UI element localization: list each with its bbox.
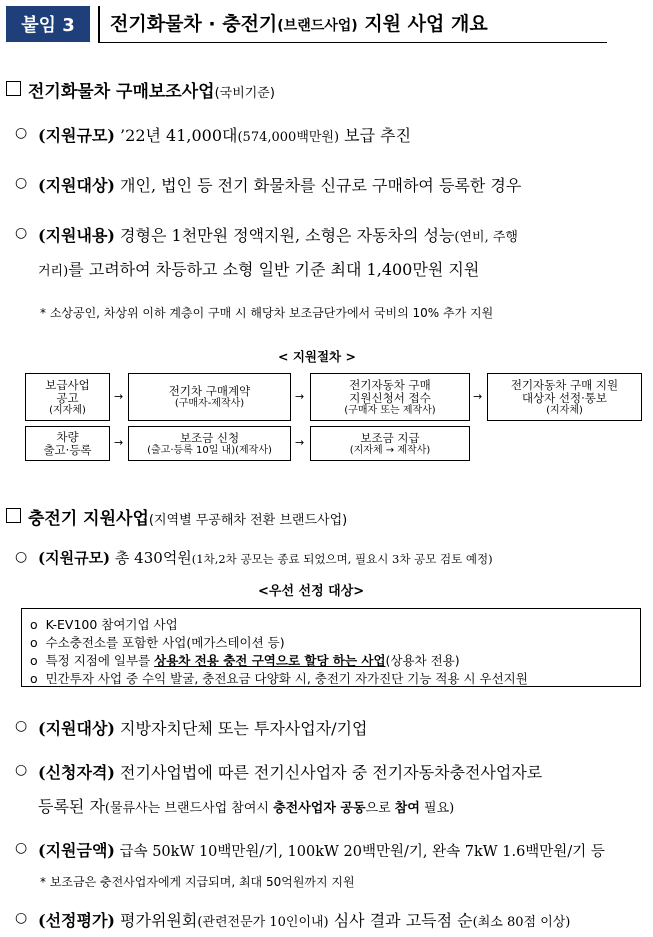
arrow-right-icon: → [114,390,124,403]
s1-target: (지원대상) 개인, 법인 등 전기 화물차를 신규로 구매하여 등록한 경우 [38,176,522,195]
s2-eval: (선정평가) 평가위원회(관련전문가 10인이내) 심사 결과 고득점 순(최소 80점 이상) [38,911,571,930]
flow-step-6: 보조금 신청 (출고·등록 10일 내)(제작사) [128,426,291,461]
s2-target: (지원대상) 지방자치단체 또는 투자사업자/기업 [38,719,368,738]
flow-step-2: 전기차 구매계약 (구매자-제작사) [128,373,291,421]
section-box-icon [6,81,21,96]
s1-content-line2: 거리)를 고려하여 차등하고 소형 일반 기준 최대 1,400만원 지원 [38,260,480,279]
priority-title: <우선 선정 대상> [258,584,365,599]
s1-content: (지원내용) 경형은 1천만원 정액지원, 소형은 자동차의 성능(연비, 주행 [38,226,518,245]
bullet-circle-icon: ○ [15,762,28,778]
appendix-tag: 붙임 3 [6,6,90,42]
flow-step-4: 전기자동차 구매 지원 대상자 선정·통보 (지자체) [487,373,642,421]
arrow-right-icon: → [295,436,305,449]
bullet-circle-icon: ○ [15,549,28,565]
bullet-circle-icon: ○ [15,175,28,191]
flow-step-3: 전기자동차 구매 지원신청서 접수 (구매자 또는 제작사) [310,373,470,421]
s2-qualify: (신청자격) 전기사업법에 따른 전기신사업자 중 전기자동차충전사업자로 [38,763,543,782]
flow-step-7: 보조금 지급 (지자체 → 제작사) [310,426,470,461]
section-box-icon [6,508,21,523]
header-underline [98,42,607,43]
s1-scale: (지원규모) ’22년 41,000대(574,000백만원) 보급 추진 [38,126,412,145]
s2-scale: (지원규모) 총 430억원(1차,2차 공모는 종료 되었으며, 필요시 3차 공모 검토 예정) [38,549,493,567]
priority-item: o 수소충전소를 포함한 사업(메가스테이션 등) [30,635,285,650]
s2-qualify-line2: 등록된 자(물류사는 브랜드사업 참여시 충전사업자 공동으로 참여 필요) [38,797,455,816]
arrow-right-icon: → [473,390,483,403]
bullet-circle-icon: ○ [15,910,28,926]
priority-box [21,608,641,687]
bullet-circle-icon: ○ [15,125,28,141]
arrow-right-icon: → [295,390,305,403]
section1-title: 전기화물차 구매보조사업(국비기준) [28,82,275,102]
arrow-right-icon: → [114,436,124,449]
bullet-circle-icon: ○ [15,840,28,856]
priority-item: o K-EV100 참여기업 사업 [30,617,178,632]
flow-step-1: 보급사업 공고 (지자체) [25,373,110,421]
s2-footnote: * 보조금은 충전사업자에게 지급되며, 최대 50억원까지 지원 [40,875,355,889]
flow-title: < 지원절차 > [278,349,356,364]
page-title: 전기화물차 · 충전기(브랜드사업) 지원 사업 개요 [110,13,488,35]
bullet-circle-icon: ○ [15,225,28,241]
s2-amount: (지원금액) 급속 50kW 10백만원/기, 100kW 20백만원/기, 완속 7kW 1.6백만원/기 등 [38,841,605,860]
priority-item: o 민간투자 사업 중 수익 발굴, 충전요금 다양화 시, 충전기 자가진단 기능 적용 시 우선지원 [30,671,528,686]
section2-title: 충전기 지원사업(지역별 무공해차 전환 브랜드사업) [28,509,348,529]
bullet-circle-icon: ○ [15,718,28,734]
priority-item: o 특정 지점에 일부를 상용차 전용 충전 구역으로 할당 하는 사업(상용차 전용) [30,653,460,668]
header-divider [98,6,100,42]
s1-footnote: * 소상공인, 차상위 이하 계층이 구매 시 해당차 보조금단가에서 국비의 10% 추가 지원 [40,306,494,320]
flow-step-5: 차량 출고·등록 [25,426,110,461]
